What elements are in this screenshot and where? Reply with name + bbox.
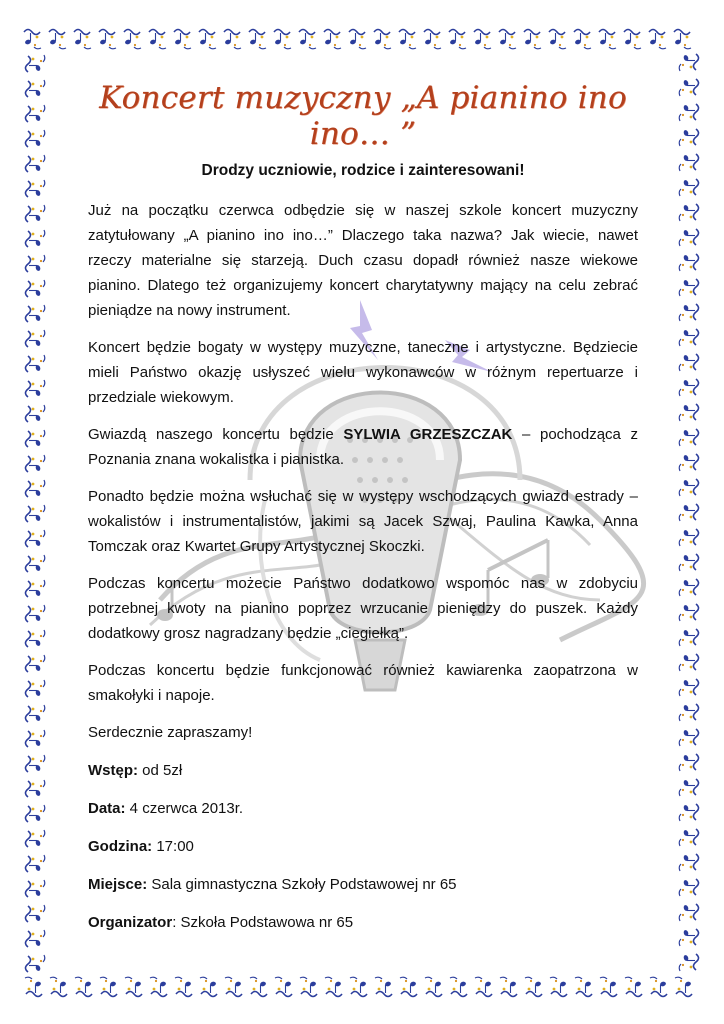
greeting: Drodzy uczniowie, rodzice i zainteresowani! bbox=[201, 162, 525, 179]
closing: Serdecznie zapraszamy! bbox=[88, 724, 253, 741]
paragraph-intro: Już na początku czerwca odbędzie się w naszej szkole koncert muzyczny zatytułowany „A pianino ino ino…” Dlaczego taka nazwa? Jak wiecie, nawet rzeczy materialne się starzeją. Duch czasu dopadł również nasze wiekowe pianino. Dlatego też organizujemy koncert charytatywny mający na celu zebrać pieniądze na nowy instrument. bbox=[88, 202, 638, 319]
detail-label: Miejsce: bbox=[88, 876, 148, 893]
paragraph-performances: Koncert będzie bogaty w występy muzyczne, taneczne i artystyczne. Będziecie mieli Państwo okazję usłyszeć wielu wykonawców w różnym repertuarze i przedziale wiekowym. bbox=[88, 339, 638, 406]
detail-entry bbox=[88, 758, 638, 783]
star-text-before: Gwiazdą naszego koncertu będzie bbox=[88, 426, 344, 443]
detail-value: : Szkoła Podstawowa nr 65 bbox=[172, 914, 354, 931]
detail-date bbox=[88, 796, 638, 821]
paragraph-star bbox=[88, 422, 638, 472]
detail-value: 4 czerwca 2013r. bbox=[125, 800, 244, 817]
detail-label: Data: bbox=[88, 800, 126, 817]
detail-value: 17:00 bbox=[152, 838, 194, 855]
detail-organizer bbox=[88, 910, 638, 935]
paragraph-cafe: Podczas koncertu będzie funkcjonować również kawiarenka zaopatrzona w smakołyki i napoje. bbox=[88, 662, 638, 704]
detail-time bbox=[88, 834, 638, 859]
detail-value: od 5zł bbox=[138, 762, 183, 779]
document-body bbox=[88, 80, 638, 948]
detail-label: Wstęp: bbox=[88, 762, 138, 779]
detail-value: Sala gimnastyczna Szkoły Podstawowej nr 65 bbox=[147, 876, 457, 893]
paragraph-performers: Ponadto będzie można wsłuchać się w występy wschodzących gwiazd estrady – wokalistów i instrumentalistów, jakimi są Jacek Szwaj, Paulina Kawka, Anna Tomczak oraz Kwartet Grupy Artystycznej Skoczki. bbox=[88, 488, 638, 555]
detail-label: Organizator bbox=[88, 914, 173, 931]
star-name: SYLWIA GRZESZCZAK bbox=[343, 426, 513, 443]
detail-label: Godzina: bbox=[88, 838, 153, 855]
concert-title: Koncert muzyczny „A pianino ino ino… ” bbox=[99, 80, 627, 152]
paragraph-donations: Podczas koncertu możecie Państwo dodatkowo wspomóc nas w zdobyciu potrzebnej kwoty na pianino poprzez wrzucanie pieniędzy do puszek. Każdy dodatkowy grosz nagradzany będzie „ciegiełką”. bbox=[88, 575, 638, 642]
detail-place bbox=[88, 872, 638, 897]
star-text-after: – pochodząca z Poznania znana wokalistka i pianistka. bbox=[88, 426, 639, 468]
